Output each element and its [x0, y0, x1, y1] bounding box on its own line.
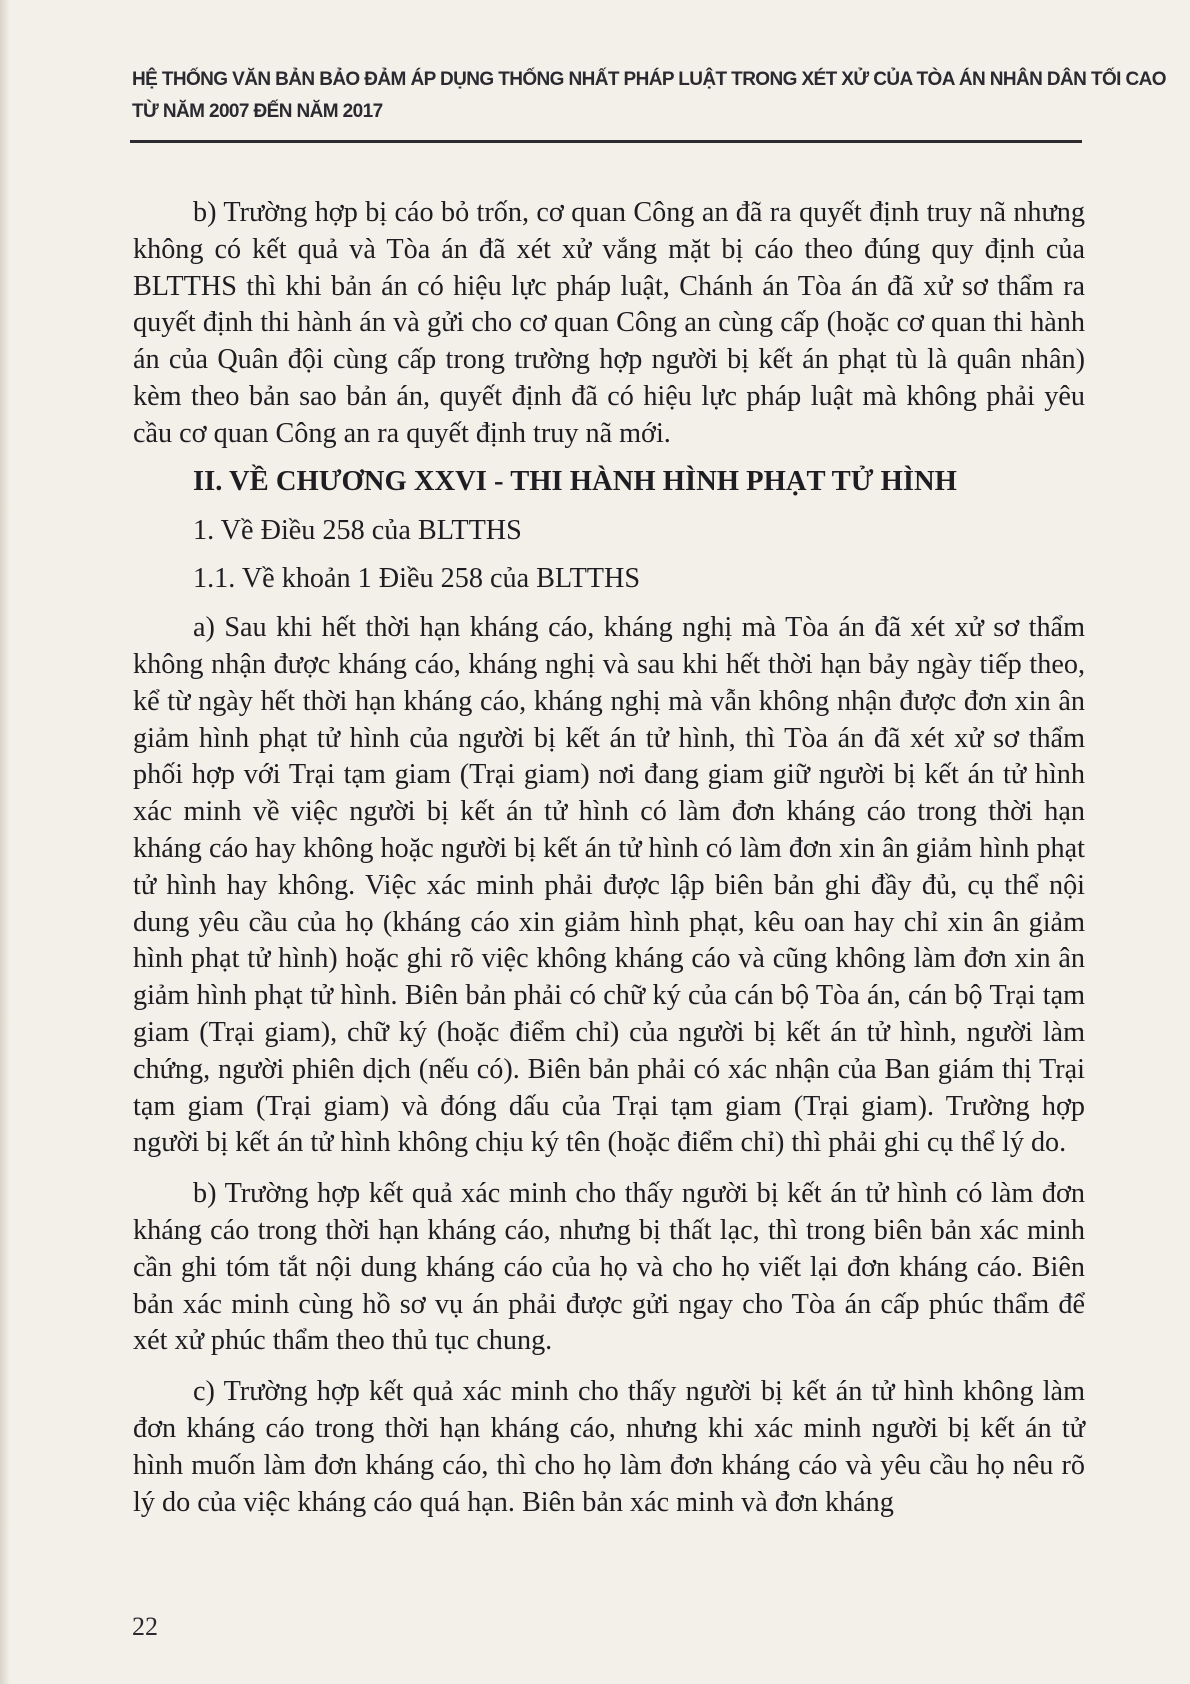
page-edge-shadow	[0, 0, 10, 1684]
paragraph-a-verification: a) Sau khi hết thời hạn kháng cáo, kháng nghị mà Tòa án đã xét xử sơ thẩm không nhận được kháng cáo, kháng nghị và sau khi hết thời hạn bảy ngày tiếp theo, kể từ ngày hết thời hạn kháng cáo, kháng nghị mà vẫn không nhận được đơn xin ân giảm hình phạt tử hình của người bị kết án tử hình, thì Tòa án đã xét xử sơ thẩm phối hợp với Trại tạm giam (Trại giam) nơi đang giam giữ người bị kết án tử hình xác minh về việc người bị kết án tử hình có làm đơn kháng cáo trong thời hạn kháng cáo hay không hoặc người bị kết án tử hình có làm đơn xin ân giảm hình phạt tử hình hay không. Việc xác minh phải được lập biên bản ghi đầy đủ, cụ thể nội dung yêu cầu của họ (kháng cáo xin giảm hình phạt, kêu oan hay chỉ xin ân giảm hình phạt tử hình) hoặc ghi rõ việc không kháng cáo và cũng không làm đơn xin ân giảm hình phạt tử hình. Biên bản phải có chữ ký của cán bộ Tòa án, cán bộ Trại tạm giam (Trại giam), chữ ký (hoặc điểm chỉ) của người bị kết án tử hình, người làm chứng, người phiên dịch (nếu có). Biên bản phải có xác nhận của Ban giám thị Trại tạm giam (Trại giam) và đóng dấu của Trại tạm giam (Trại giam). Trường hợp người bị kết án tử hình không chịu ký tên (hoặc điểm chỉ) thì phải ghi cụ thể lý do.	[133, 612, 1085, 1159]
page-number: 22	[132, 1612, 158, 1641]
paragraph-b-lost-appeal: b) Trường hợp kết quả xác minh cho thấy người bị kết án tử hình có làm đơn kháng cáo trong thời hạn kháng cáo, nhưng bị thất lạc, thì trong biên bản xác minh cần ghi tóm tắt nội dung kháng cáo của họ và cho họ viết lại đơn kháng cáo. Biên bản xác minh cùng hồ sơ vụ án phải được gửi ngay cho Tòa án cấp phúc thẩm để xét xử phúc thẩm theo thủ tục chung.	[133, 1178, 1085, 1357]
page-body	[133, 195, 1085, 1535]
section-heading: II. VỀ CHƯƠNG XXVI - THI HÀNH HÌNH PHẠT TỬ HÌNH	[193, 465, 957, 497]
subheading-article-258: 1. Về Điều 258 của BLTTHS	[193, 514, 522, 546]
paragraph-b-fugitive: b) Trường hợp bị cáo bỏ trốn, cơ quan Công an đã ra quyết định truy nã nhưng không có kết quả và Tòa án đã xét xử vắng mặt bị cáo theo đúng quy định của BLTTHS thì khi bản án có hiệu lực pháp luật, Chánh án Tòa án đã xử sơ thẩm ra quyết định thi hành án và gửi cho cơ quan Công an cùng cấp (hoặc cơ quan thi hành án của Quân đội cùng cấp trong trường hợp người bị kết án phạt tù là quân nhân) kèm theo bản sao bản án, quyết định đã có hiệu lực pháp luật mà không phải yêu cầu cơ quan Công an ra quyết định truy nã mới.	[133, 197, 1085, 449]
running-header-line-1: HỆ THỐNG VĂN BẢN BẢO ĐẢM ÁP DỤNG THỐNG NHẤT PHÁP LUẬT TRONG XÉT XỬ CỦA TÒA ÁN NHÂN DÂN TỐI CAO	[132, 69, 1166, 90]
subheading-clause-1: 1.1. Về khoản 1 Điều 258 của BLTTHS	[193, 563, 641, 595]
header-divider	[130, 140, 1082, 143]
running-header	[132, 64, 1166, 128]
paragraph-c-late-appeal: c) Trường hợp kết quả xác minh cho thấy người bị kết án tử hình không làm đơn kháng cáo trong thời hạn kháng cáo, nhưng khi xác minh người bị kết án tử hình muốn làm đơn kháng cáo, thì cho họ làm đơn kháng cáo và yêu cầu họ nêu rõ lý do của việc kháng cáo quá hạn. Biên bản xác minh và đơn kháng	[133, 1376, 1085, 1518]
running-header-line-2: TỪ NĂM 2007 ĐẾN NĂM 2017	[132, 101, 383, 122]
